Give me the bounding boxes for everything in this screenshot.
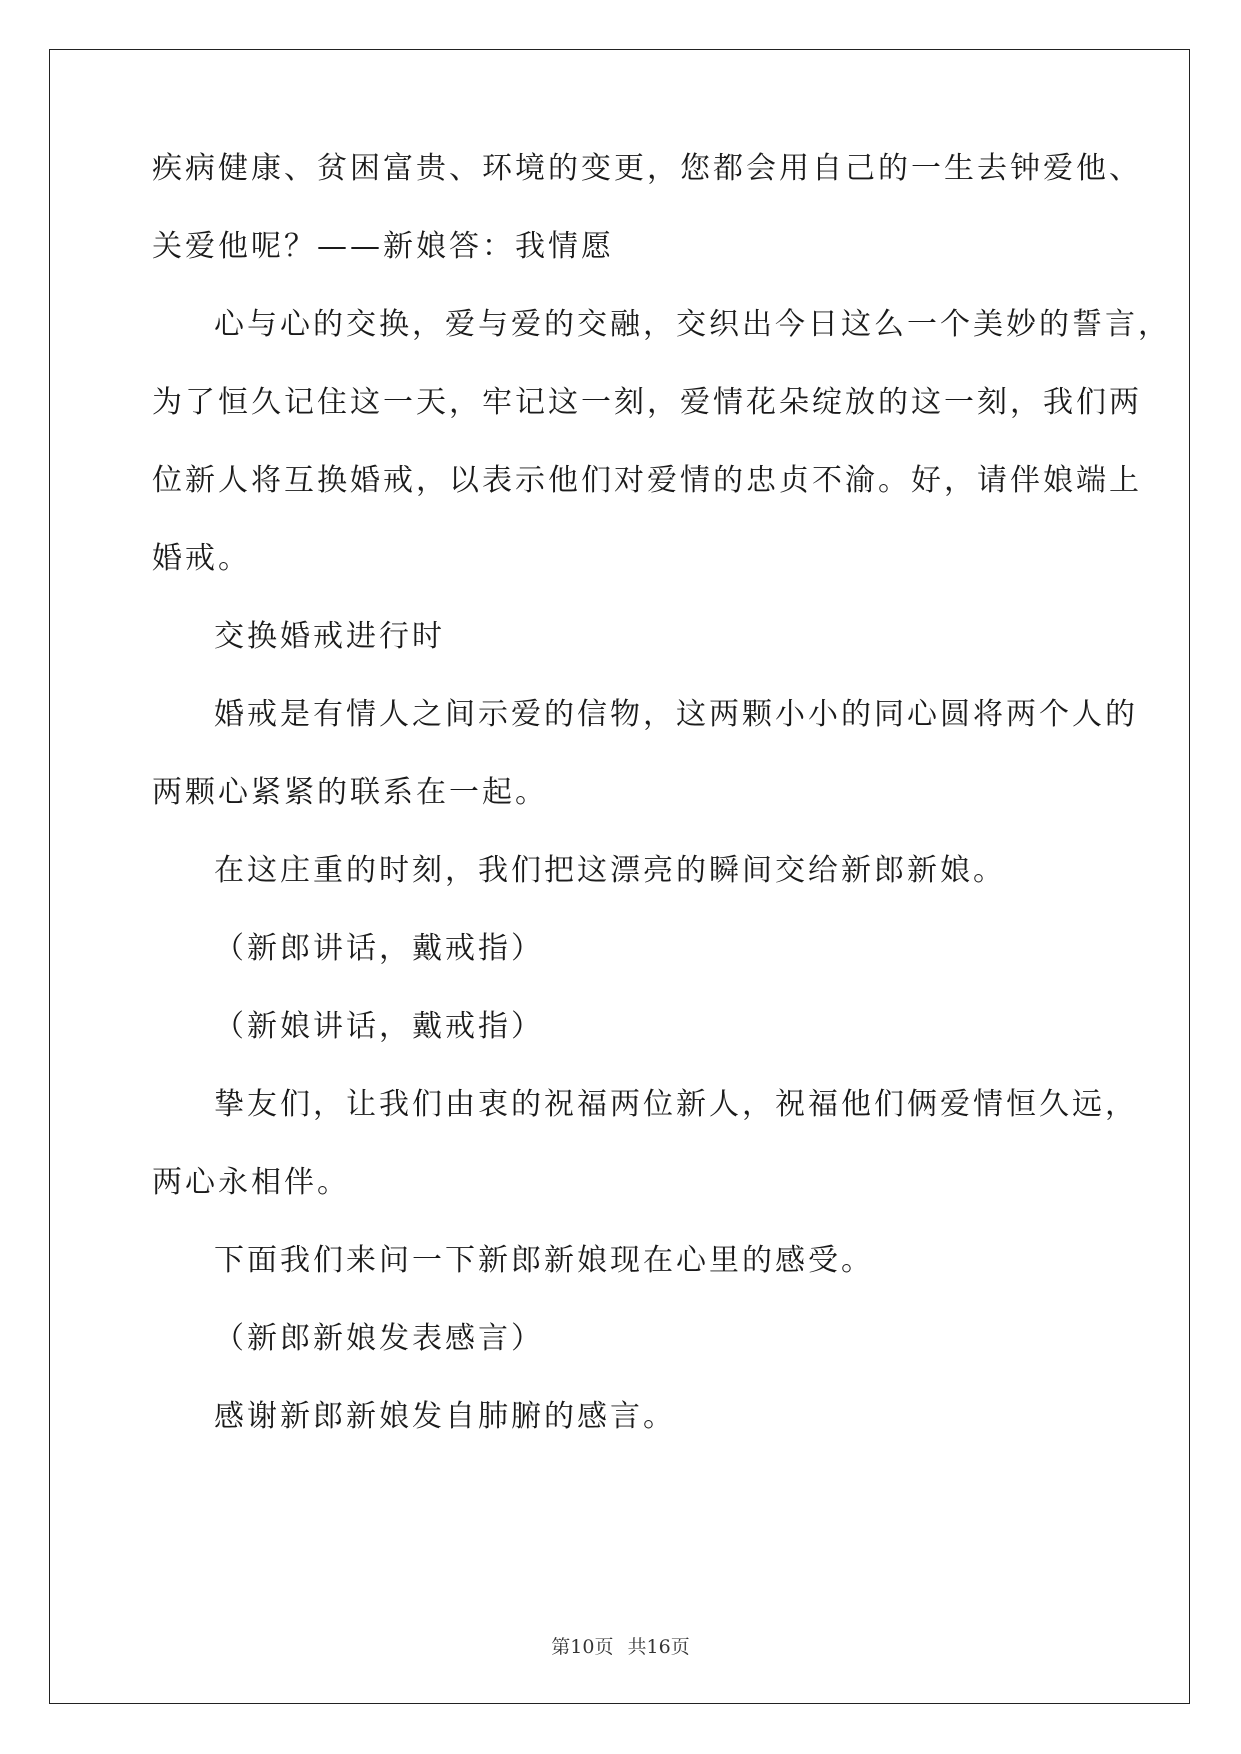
- body-line: 关爱他呢？——新娘答：我情愿: [152, 229, 614, 264]
- page-number: 第10页: [551, 1636, 614, 1658]
- body-line: 疾病健康、贫困富贵、环境的变更，您都会用自己的一生去钟爱他、: [152, 151, 1142, 186]
- body-line: 感谢新郎新娘发自肺腑的感言。: [214, 1399, 676, 1434]
- stage-direction: （新郎新娘发表感言）: [214, 1321, 544, 1356]
- body-line: 挚友们，让我们由衷的祝福两位新人，祝福他们俩爱情恒久远，: [214, 1087, 1138, 1122]
- page-footer: [0, 1632, 1241, 1659]
- page-total: 共16页: [627, 1636, 690, 1658]
- section-heading: 交换婚戒进行时: [214, 619, 445, 654]
- body-line: 下面我们来问一下新郎新娘现在心里的感受。: [214, 1243, 874, 1278]
- body-line: 心与心的交换，爱与爱的交融，交织出今日这么一个美妙的誓言，: [214, 307, 1171, 342]
- body-line: 两心永相伴。: [152, 1165, 350, 1200]
- document-body: [152, 150, 1171, 1476]
- body-line: 为了恒久记住这一天，牢记这一刻，爱情花朵绽放的这一刻，我们两: [152, 385, 1142, 420]
- body-line: 两颗心紧紧的联系在一起。: [152, 775, 548, 810]
- stage-direction: （新郎讲话，戴戒指）: [214, 931, 544, 966]
- body-line: 婚戒是有情人之间示爱的信物，这两颗小小的同心圆将两个人的: [214, 697, 1138, 732]
- body-line: 婚戒。: [152, 541, 251, 576]
- stage-direction: （新娘讲话，戴戒指）: [214, 1009, 544, 1044]
- body-line: 位新人将互换婚戒，以表示他们对爱情的忠贞不渝。好，请伴娘端上: [152, 463, 1142, 498]
- body-line: 在这庄重的时刻，我们把这漂亮的瞬间交给新郎新娘。: [214, 853, 1006, 888]
